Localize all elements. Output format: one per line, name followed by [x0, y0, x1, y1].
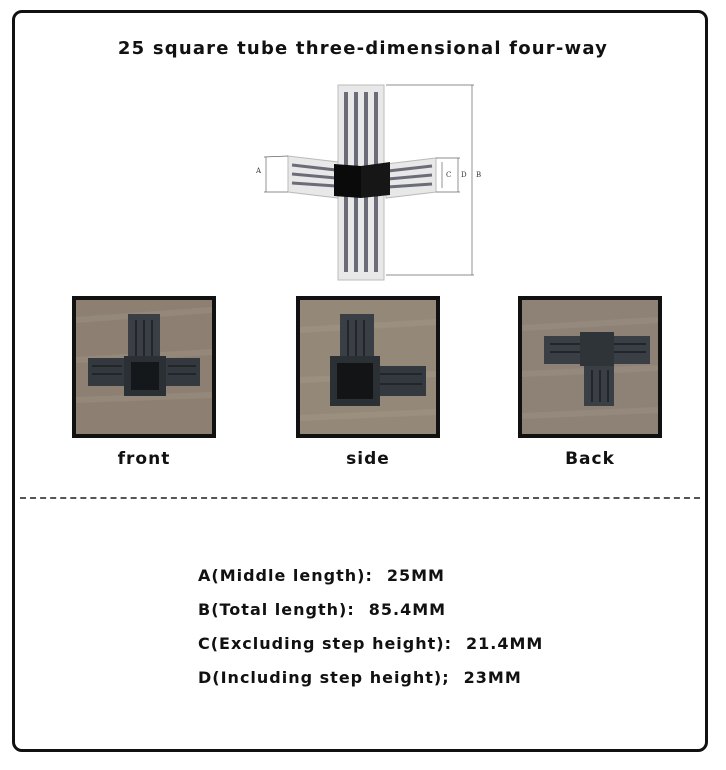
spec-label: A(Middle length):: [198, 566, 373, 585]
spec-label: B(Total length):: [198, 600, 355, 619]
caption-front: front: [117, 449, 171, 469]
spec-value: 21.4MM: [466, 634, 544, 653]
spec-row-c: [198, 634, 543, 653]
spec-value: 25MM: [386, 566, 445, 585]
spec-row-b: [198, 600, 446, 619]
spec-value: 23MM: [463, 668, 522, 687]
caption-back: Back: [565, 449, 615, 469]
connector-drawing: [250, 80, 500, 285]
label-c: C: [446, 171, 452, 179]
caption-side: side: [346, 449, 390, 469]
label-a: A: [256, 167, 262, 175]
spec-row-a: [198, 566, 445, 585]
spec-label: C(Excluding step height):: [198, 634, 452, 653]
spec-label: D(Including step height);: [198, 668, 450, 687]
back-view-image: [522, 300, 658, 434]
section-divider: [20, 497, 700, 499]
label-d: D: [461, 171, 467, 179]
photo-side: [296, 296, 440, 438]
label-b: B: [476, 171, 482, 179]
photo-back: [518, 296, 662, 438]
spec-value: 85.4MM: [368, 600, 447, 619]
spec-row-d: [198, 668, 522, 687]
page-title: 25 square tube three-dimensional four-way: [117, 38, 609, 59]
side-view-image: [300, 300, 436, 434]
photo-front: [72, 296, 216, 438]
dimension-diagram: [250, 80, 500, 285]
front-view-image: [76, 300, 212, 434]
